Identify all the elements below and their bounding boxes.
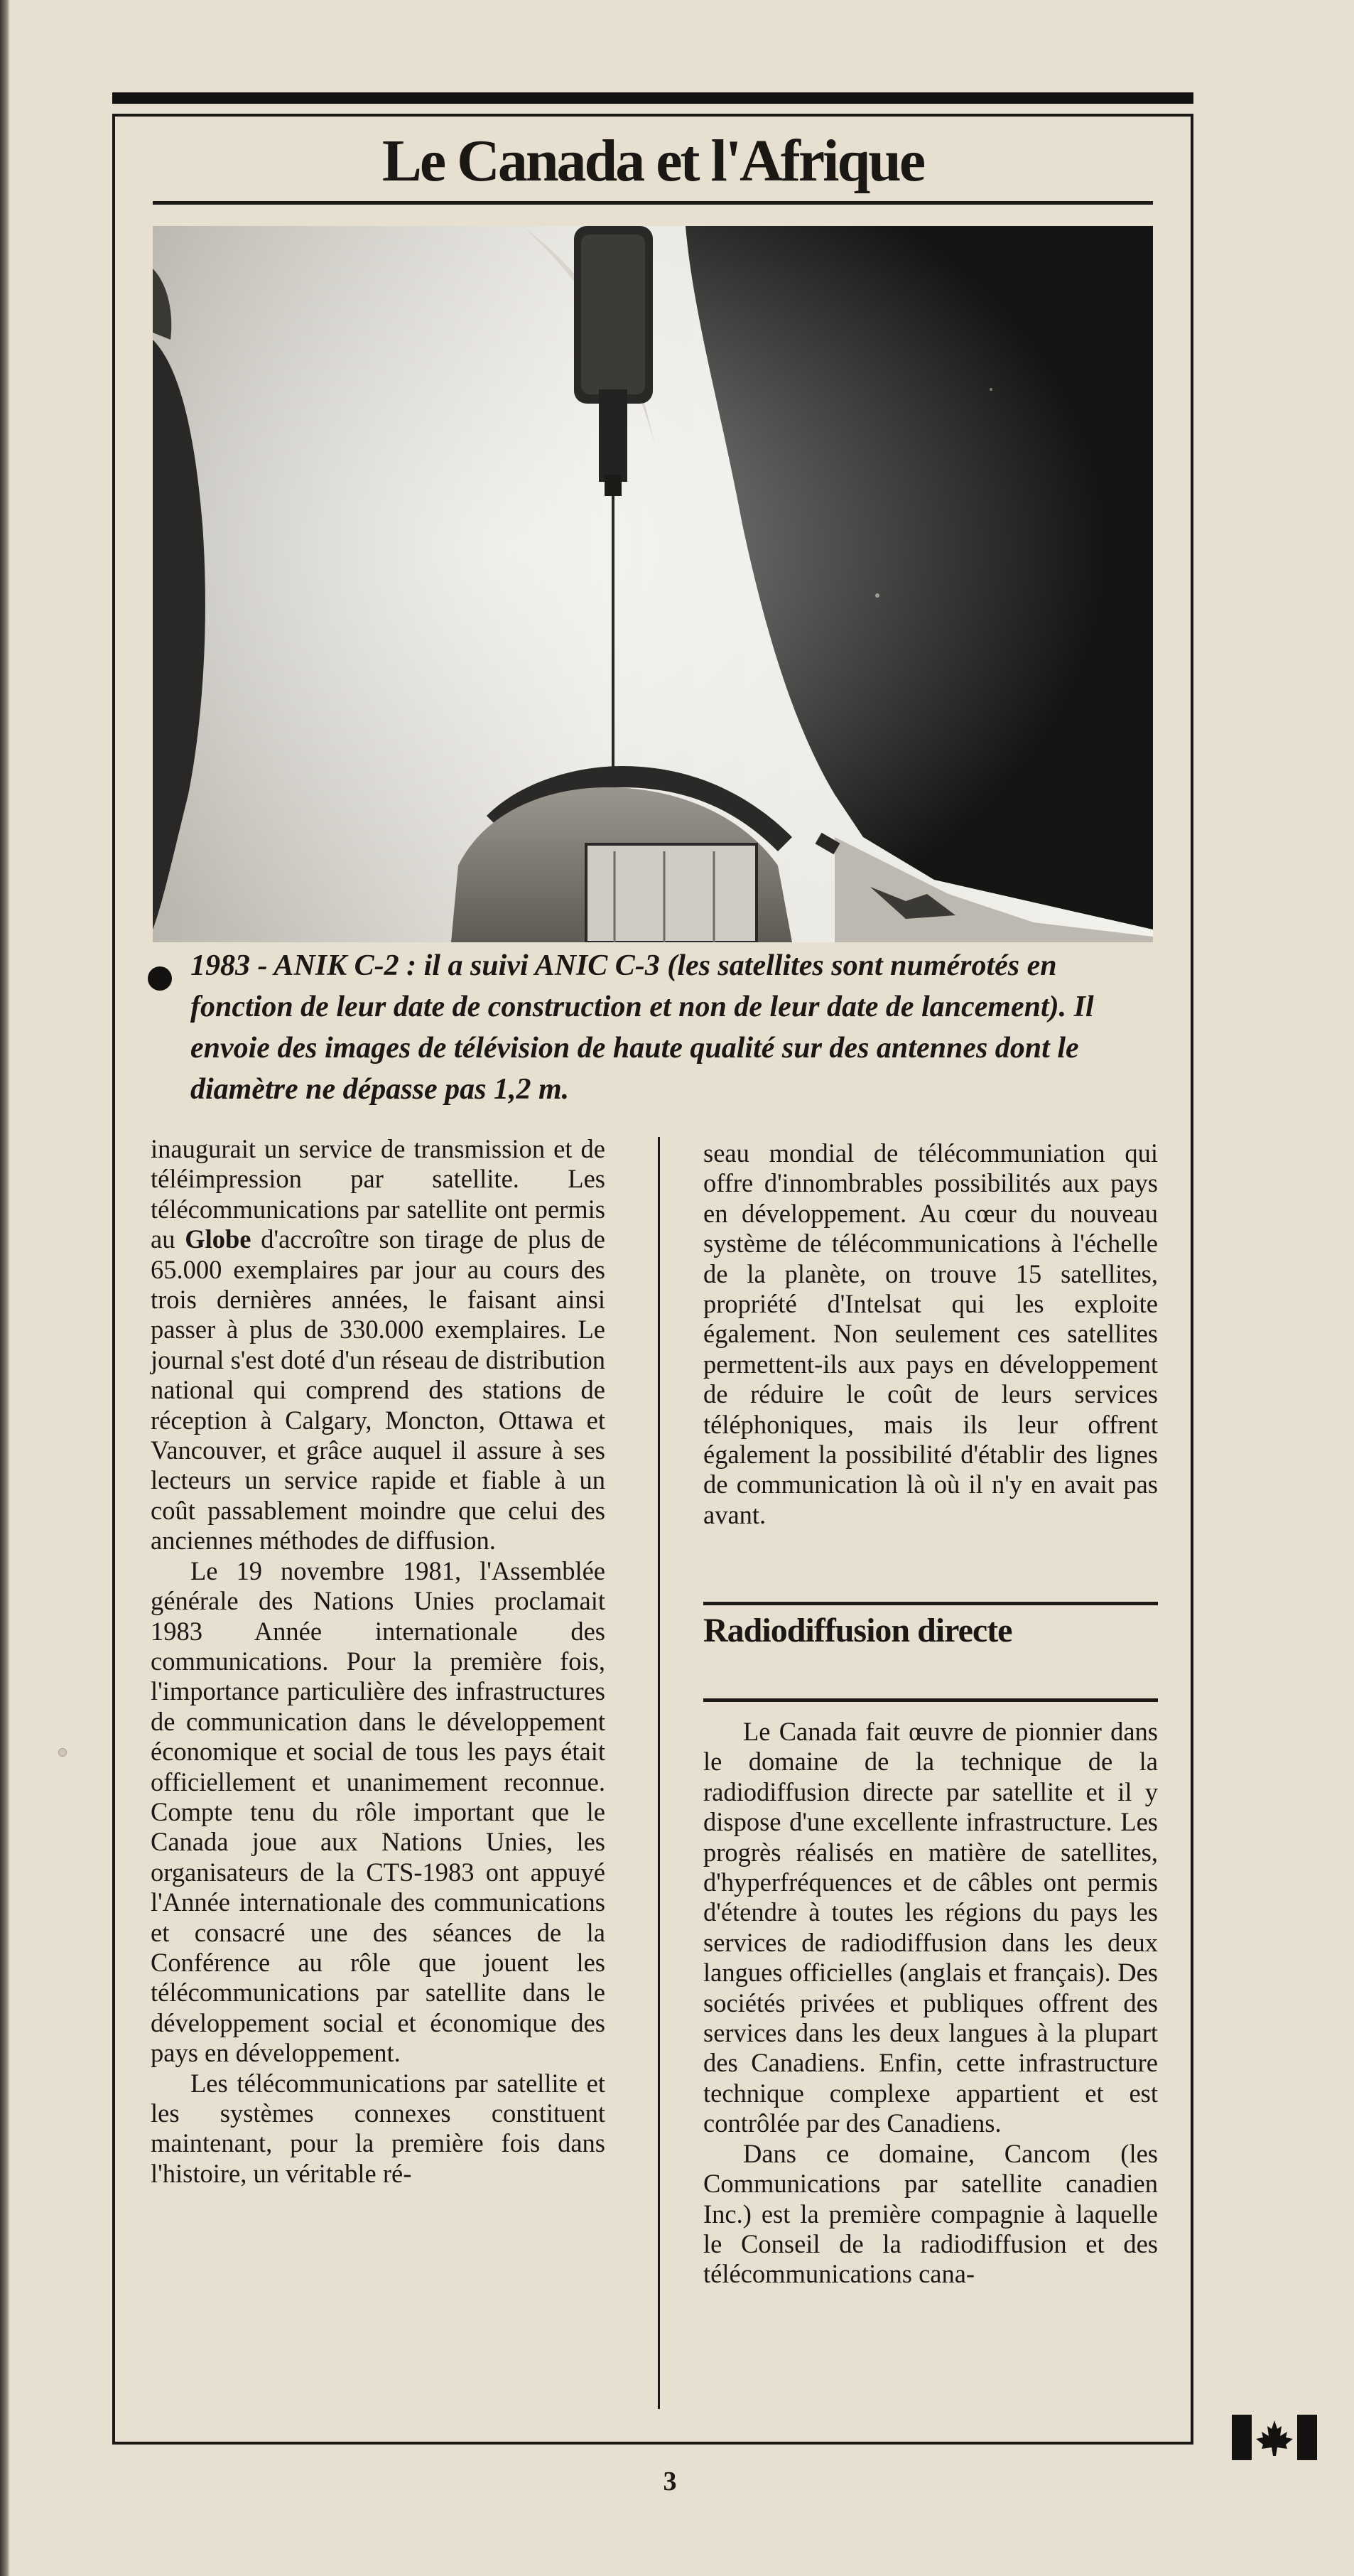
left-paragraph-3: Les télécommunications par satellite et les systèmes connexes constituent maintenant, pour la première fois dans l'histoire, un véritable ré- — [151, 2068, 605, 2188]
left-column — [151, 1134, 605, 2413]
heading-bottom-rule — [703, 1698, 1158, 1702]
right-paragraph-2: Le Canada fait œuvre de pionnier dans le domaine de la technique de la radiodiffusion directe par satellite et il y dispose d'une excellente infrastructure. Les progrès réalisés en matière de satellites, d'hyperfréquences et de câbles ont permis d'étendre à toutes les régions du pays les services de radiodiffusion dans les deux langues officielles (anglais et français). Des sociétés privées et publiques offrent des services dans les deux langues à la plupart des Canadiens. Enfin, cette infrastructure technique complexe appartient et est contrôlée par des Canadiens. — [703, 1717, 1158, 2138]
photo-caption: 1983 - ANIK C-2 : il a suivi ANIC C-3 (les satellites sont numérotés en fonction de leur date de construction et non de leur date de lancement). Il envoie des images de télévision de haute qualité sur des antennes dont le diamètre ne dépasse pas 1,2 m. — [190, 949, 1094, 1106]
page-edge-shadow — [0, 0, 10, 2576]
right-paragraph-1: seau mondial de télécommuniation qui offre d'innombrables possibilités aux pays en développement. Au cœur du nouveau système de télécommunications à l'échelle de la planète, on trouve 15 satellites, propriété d'Intelsat qui les exploite également. Non seulement ces satellites permettent-ils aux pays en développement de réduire le coût de leurs services téléphoniques, mais ils leur offrent également la possibilité d'établir des lignes de communication là où il n'y en avait pas avant. — [703, 1138, 1158, 1529]
top-rule — [112, 92, 1193, 104]
caption-bullet — [148, 966, 172, 991]
globe-newspaper-name: Globe — [185, 1224, 251, 1254]
title-rule — [153, 201, 1153, 205]
column-divider — [658, 1137, 660, 2409]
right-column-bottom — [703, 1717, 1158, 2413]
page-title: Le Canada et l'Afrique — [381, 128, 924, 194]
left-paragraph-2: Le 19 novembre 1981, l'Assemblée générale des Nations Unies proclamait 1983 Année internationale des communications. Pour la première fois, l'importance particulière des infrastructures de communication dans le développement économique et social de tous les pays était officiellement et unanimement reconnue. Compte tenu du rôle important que le Canada joue aux Nations Unies, les organisateurs de la CTS-1983 ont appuyé l'Année internationale des communications et consacré une des séances de la Conférence au rôle que jouent les télécommunications par satellite dans le développement social et économique des pays en développement. — [151, 1556, 605, 2068]
heading-top-rule — [703, 1602, 1158, 1605]
left-paragraph-1-start: inaugurait un service de transmission et de téléimpression par satellite. Les télécommunications par satellite ont permis au — [151, 1134, 605, 1254]
paper-speck — [58, 1748, 67, 1757]
left-paragraph-1 — [151, 1134, 605, 1556]
satellite-deployment-photo — [153, 226, 1153, 942]
right-column-top — [703, 1138, 1158, 1593]
page-number: 3 — [663, 2467, 677, 2496]
right-paragraph-3: Dans ce domaine, Cancom (les Communications par satellite canadien Inc.) est la première compagnie à laquelle le Conseil de la radiodiffusion et des télécommunications cana- — [703, 2138, 1158, 2289]
section-heading: Radiodiffusion directe — [703, 1612, 1012, 1649]
canada-flag-icon — [1232, 2415, 1317, 2460]
left-paragraph-1-end: d'accroître son tirage de plus de 65.000 exemplaires par jour au cours des trois dernières années, le faisant ainsi passer à plus de 330.000 exemplaires. Le journal s'est doté d'un réseau de distribution national qui comprend des stations de réception à Calgary, Moncton, Ottawa et Vancouver, et grâce auquel il assure à ses lecteurs un service rapide et fiable à un coût passablement moindre que celui des anciennes méthodes de diffusion. — [151, 1224, 605, 1556]
